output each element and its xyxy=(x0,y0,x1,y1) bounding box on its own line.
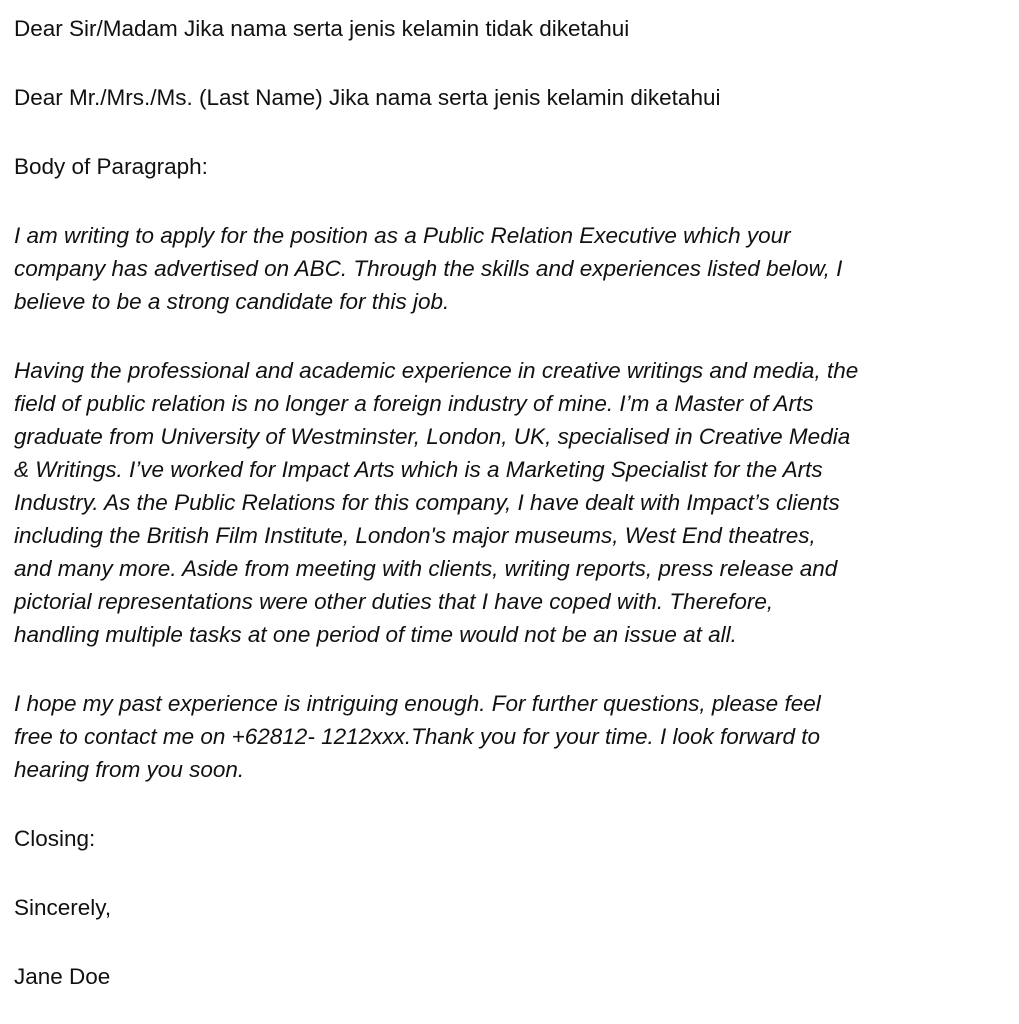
paragraph-line: graduate from University of Westminster, London, UK, specialised in Creative Media xyxy=(14,424,851,449)
signature-name: Jane Doe xyxy=(14,964,111,989)
paragraph-line: I hope my past experience is intriguing enough. For further questions, please feel xyxy=(14,691,821,716)
paragraph-line: & Writings. I’ve worked for Impact Arts which is a Marketing Specialist for the Arts xyxy=(14,457,823,482)
salutation-unknown: Dear Sir/Madam Jika nama serta jenis kelamin tidak diketahui xyxy=(14,16,630,41)
paragraph-line: and many more. Aside from meeting with clients, writing reports, press release and xyxy=(14,556,838,581)
paragraph-line: I am writing to apply for the position as a Public Relation Executive which your xyxy=(14,223,791,248)
paragraph-experience xyxy=(14,354,1019,651)
body-heading: Body of Paragraph: xyxy=(14,154,208,179)
salutation-known: Dear Mr./Mrs./Ms. (Last Name) Jika nama serta jenis kelamin diketahui xyxy=(14,85,721,110)
paragraph-line: Industry. As the Public Relations for this company, I have dealt with Impact’s clients xyxy=(14,490,840,515)
paragraph-line: company has advertised on ABC. Through the skills and experiences listed below, I xyxy=(14,256,843,281)
paragraph-line: field of public relation is no longer a foreign industry of mine. I’m a Master of Arts xyxy=(14,391,814,416)
paragraph-closing-remarks xyxy=(14,687,1019,786)
paragraph-line: believe to be a strong candidate for this job. xyxy=(14,289,450,314)
paragraph-line: hearing from you soon. xyxy=(14,757,245,782)
paragraph-line: Having the professional and academic experience in creative writings and media, the xyxy=(14,358,859,383)
paragraph-line: including the British Film Institute, London's major museums, West End theatres, xyxy=(14,523,816,548)
paragraph-line: pictorial representations were other duties that I have coped with. Therefore, xyxy=(14,589,774,614)
closing-phrase: Sincerely, xyxy=(14,895,112,920)
closing-heading: Closing: xyxy=(14,826,96,851)
paragraph-line: free to contact me on +62812- 1212xxx.Thank you for your time. I look forward to xyxy=(14,724,821,749)
paragraph-intro xyxy=(14,219,1019,318)
paragraph-line: handling multiple tasks at one period of time would not be an issue at all. xyxy=(14,622,737,647)
